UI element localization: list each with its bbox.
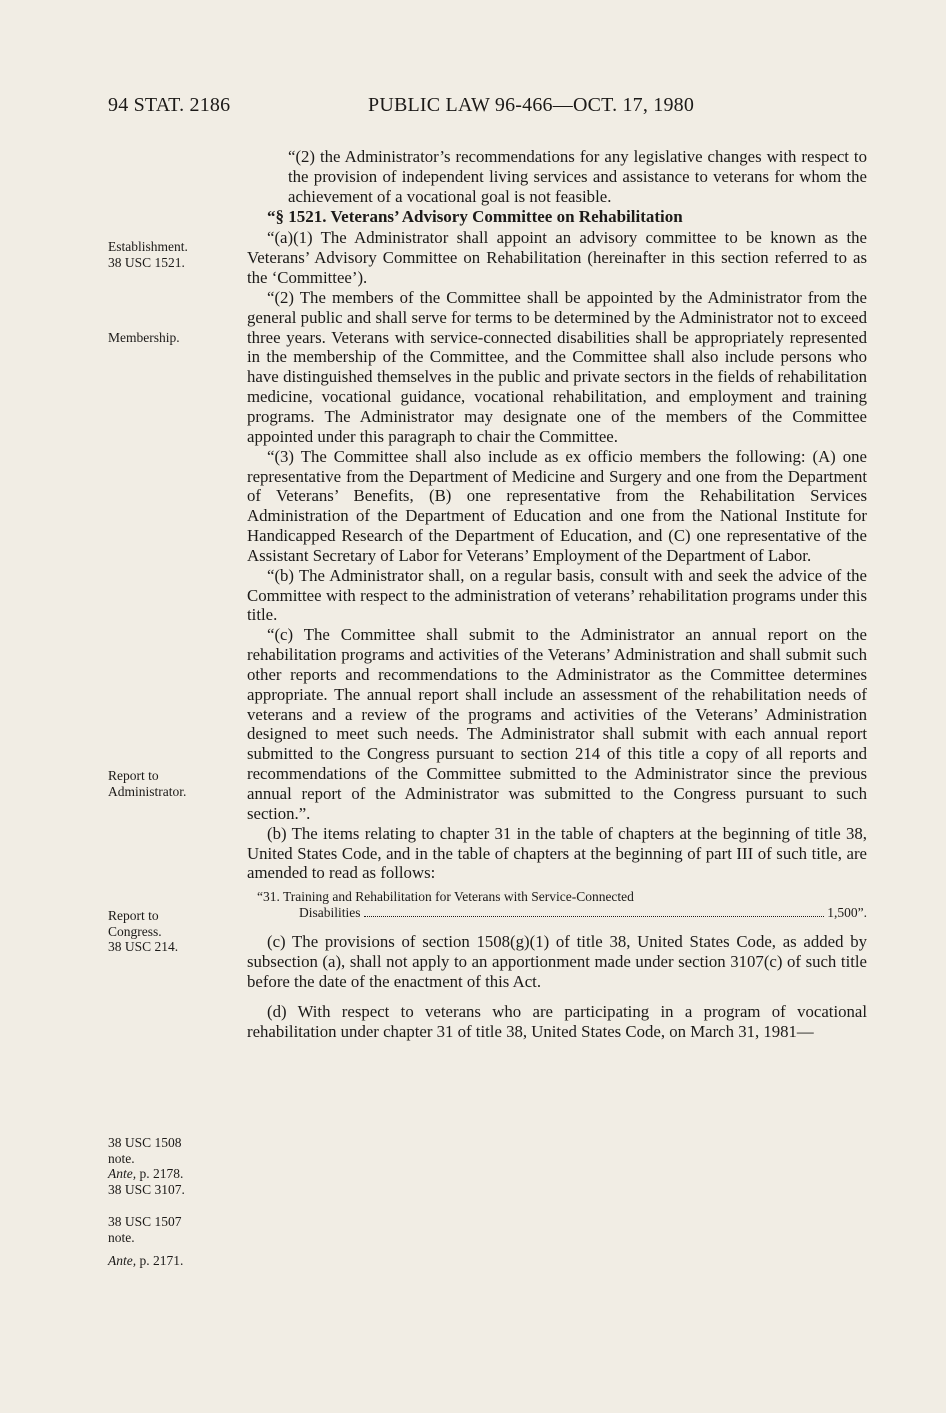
margin-note-38-usc-1508: 38 USC 1508 note. Ante, p. 2178. 38 USC 3107. xyxy=(108,1135,185,1197)
margin-note-report-administrator: Report to Administrator. xyxy=(108,768,187,799)
paragraph-a2: “(2) The members of the Committee shall be appointed by the Administrator from the general public and shall serve for terms to be determined by the Administrator not to exceed three years. Veterans with service-connected disabilities shall be appropriately represented in the membership of the Committee, and the Committee shall also include persons who have distinguished themselves in the public and private sectors in the fields of rehabilitation medicine, vocational guidance, vocational rehabilitation, and employment and training programs. The Administrator may designate one of the members of the Committee appointed under this paragraph to chair the Committee. xyxy=(247,287,867,446)
ante-reference: Ante, p. 2171. xyxy=(108,1253,184,1268)
toc-page-number: 1,500”. xyxy=(827,904,867,920)
paragraph-a3: “(3) The Committee shall also include as ex officio members the following: (A) one representative from the Department of Medicine and Surgery and one from the Department of Veterans’ Benefits, (B) one representative from the Rehabilitation Services Administration of the Department of Education and one from the National Institute for Handicapped Research of the Department of Education, and (C) one representative of the Assistant Secretary of Labor for Veterans’ Employment of the Department of Labor. xyxy=(247,446,867,565)
margin-note-establishment: Establishment. 38 USC 1521. xyxy=(108,239,188,270)
toc-leader-dots xyxy=(364,916,825,917)
toc-line-1: “31. Training and Rehabilitation for Veterans with Service-Connected xyxy=(257,889,634,905)
subsection-d: (d) With respect to veterans who are participating in a program of vocational rehabilitation under chapter 31 of title 38, United States Code, on March 31, 1981— xyxy=(247,1001,867,1041)
table-of-chapters-entry xyxy=(247,889,867,920)
margin-note-38-usc-1507: 38 USC 1507 note. xyxy=(108,1214,182,1245)
toc-line-2 xyxy=(247,905,867,921)
page-number-header: 94 STAT. 2186 xyxy=(108,94,231,116)
paragraph-c: “(c) The Committee shall submit to the Administrator an annual report on the rehabilitation programs and activities of the Veterans’ Administration and shall submit such other reports and recommendations to the Administrator as the Committee determines appropriate. The annual report shall include an assessment of the rehabilitation needs of veterans and a review of the programs and activities of the Veterans’ Administration designed to meet such needs. The Administrator shall submit with each annual report submitted to the Congress pursuant to section 214 of this title a copy of all reports and recommendations of the Committee submitted to the Administrator since the previous annual report of the Administrator was submitted to the Congress pursuant to such section.”. xyxy=(247,625,867,823)
toc-entry-title: Disabilities xyxy=(299,904,361,920)
margin-note-report-congress: Report to Congress. 38 USC 214. xyxy=(108,908,179,954)
paragraph-2: “(2) the Administrator’s recommendations for any legislative changes with respect to the provision of independent living services and assistance to veterans for whom the achievement of a vocational goal is not feasible. xyxy=(288,147,867,206)
section-heading: “§ 1521. Veterans’ Advisory Committee on Rehabilitation xyxy=(267,206,683,226)
subsection-b: (b) The items relating to chapter 31 in the table of chapters at the beginning of title 38, United States Code, and in the table of chapters at the beginning of part III of such title, are amended to read as follows: xyxy=(247,823,867,883)
margin-note-ante-2171 xyxy=(108,1253,183,1269)
margin-note-membership: Membership. xyxy=(108,330,180,345)
paragraph-b: “(b) The Administrator shall, on a regular basis, consult with and seek the advice of the Committee with respect to the administration of veterans’ rehabilitation programs under this title. xyxy=(247,565,867,625)
page-title-header: PUBLIC LAW 96-466—OCT. 17, 1980 xyxy=(368,94,695,116)
ante-reference: Ante, p. 2178. xyxy=(108,1166,184,1181)
paragraph-a1: “(a)(1) The Administrator shall appoint an advisory committee to be known as the Veterans’ Advisory Committee on Rehabilitation (hereinafter in this section referred to as the ‘Committee’). xyxy=(247,228,867,288)
subsection-c: (c) The provisions of section 1508(g)(1) of title 38, United States Code, as added by subsection (a), shall not apply to an apportionment made under section 3107(c) of such title before the date of the enactment of this Act. xyxy=(247,932,867,991)
main-text-column xyxy=(247,147,867,1041)
